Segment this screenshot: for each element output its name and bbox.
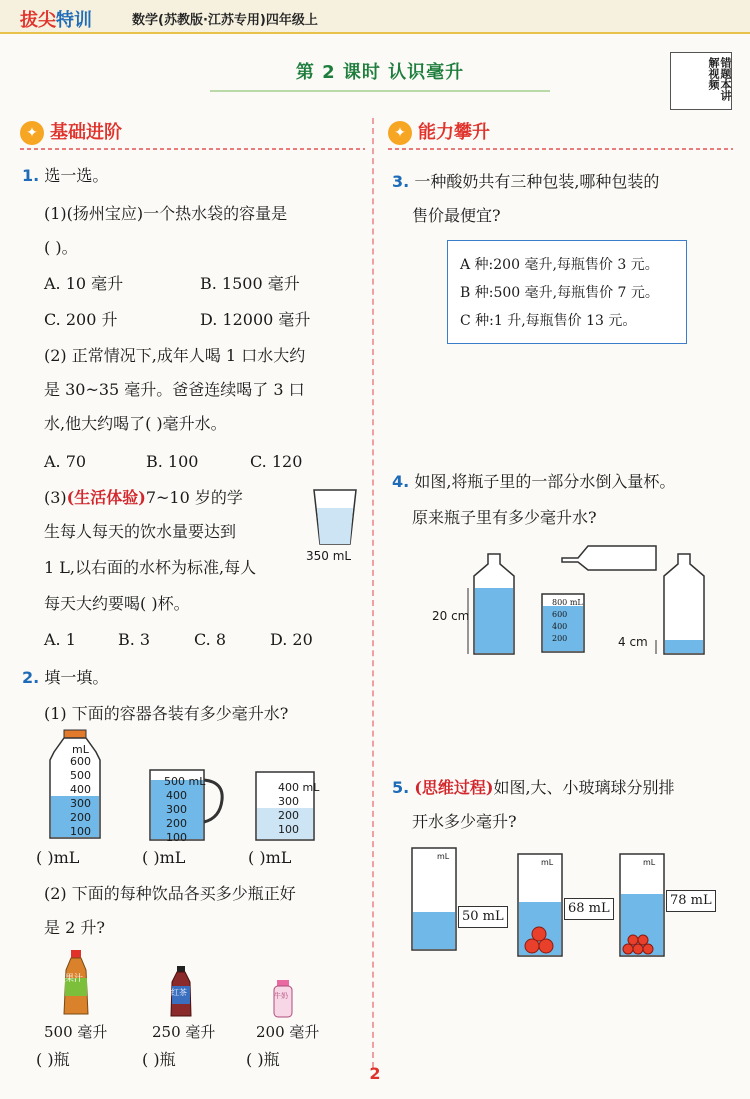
- bottle-tick: 500: [70, 769, 91, 782]
- q4-cup-tick: 600: [552, 610, 568, 619]
- tilted-bottle-icon: [560, 538, 660, 572]
- q5-number: 5.: [392, 778, 410, 797]
- q1-p1-line2: ( )。: [44, 238, 78, 257]
- column-divider: [372, 118, 374, 1068]
- q1-p3-line2: 生每人每天的饮水量要达到: [44, 522, 237, 541]
- q5-line2: 开水多少毫升?: [412, 812, 517, 831]
- qr-video-box[interactable]: 错题本讲解视频: [670, 52, 732, 110]
- q1-p3-line4: 每天大约要喝( )杯。: [44, 594, 190, 613]
- q1-p1-line1: (1)(扬州宝应)一个热水袋的容量是: [44, 204, 288, 223]
- jug-tick: 400: [166, 789, 187, 802]
- price-box: [447, 240, 687, 344]
- price-option-b: B 种:500 毫升,每瓶售价 7 元。: [460, 285, 659, 301]
- cylinder-2-label: 68 mL: [564, 898, 614, 920]
- book-title: 数学(苏教版·江苏专用)四年级上: [132, 13, 318, 28]
- q1-title: 选一选。: [44, 166, 109, 185]
- q3-line2: 售价最便宜?: [412, 206, 501, 225]
- q4-number: 4.: [392, 472, 410, 491]
- q3-number: 3.: [392, 172, 410, 191]
- page-number: 2: [369, 1064, 381, 1083]
- q1-p1-option-d: D. 12000 毫升: [200, 310, 311, 329]
- q4-cup-tick: 800 mL: [552, 598, 583, 607]
- q1-p3-option-a: A. 1: [44, 630, 76, 649]
- full-bottle-icon: [470, 552, 520, 656]
- q4-line2: 原来瓶子里有多少毫升水?: [412, 508, 597, 527]
- section-basic-rule: [20, 148, 365, 150]
- q2-number: 2.: [22, 668, 40, 687]
- bottle-tick: 100: [70, 825, 91, 838]
- jug-tick: 300: [166, 803, 187, 816]
- cylinder-2-unit: mL: [541, 858, 554, 867]
- header-bar: [0, 0, 750, 34]
- q2-blank-c[interactable]: ( )mL: [248, 848, 292, 867]
- q1-p2-option-a: A. 70: [44, 452, 87, 471]
- q1-p2-line1: (2) 正常情况下,成年人喝 1 口水大约: [44, 346, 306, 365]
- brand-logo: [20, 6, 92, 32]
- cylinder-3-unit: mL: [643, 858, 656, 867]
- jug-tick: 100: [166, 831, 187, 844]
- q3-heading: [392, 172, 659, 192]
- tea-label: 红茶: [171, 988, 187, 997]
- q1-p3-option-b: B. 3: [118, 630, 151, 649]
- q5-heading: [392, 778, 675, 798]
- jug-tick: 500 mL: [164, 775, 206, 788]
- drink3-answer[interactable]: ( )瓶: [246, 1050, 280, 1069]
- price-option-c: C 种:1 升,每瓶售价 13 元。: [460, 313, 637, 329]
- q2-heading: [22, 668, 108, 688]
- q4-heading: [392, 472, 675, 492]
- bottle-unit: mL: [72, 743, 89, 756]
- drink2-answer[interactable]: ( )瓶: [142, 1050, 176, 1069]
- q3-line1: 一种酸奶共有三种包装,哪种包装的: [414, 172, 660, 191]
- cylinder-3-label: 78 mL: [666, 890, 716, 912]
- q1-p3-line1: [44, 488, 243, 508]
- q1-p1-option-b: B. 1500 毫升: [200, 274, 300, 293]
- q2-p1-prompt: (1) 下面的容器各装有多少毫升水?: [44, 704, 289, 723]
- q5-line1-rest: 如图,大、小玻璃球分别排: [493, 778, 675, 797]
- q1-p3-line3: 1 L,以右面的水杯为标准,每人: [44, 558, 257, 577]
- remaining-bottle-icon: [660, 552, 710, 656]
- cup-volume-label: 350 mL: [306, 549, 352, 563]
- q2-blank-a[interactable]: ( )mL: [36, 848, 80, 867]
- q1-p3-option-c: C. 8: [194, 630, 227, 649]
- price-option-a: A 种:200 毫升,每瓶售价 3 元。: [460, 257, 659, 273]
- beaker-tick: 400 mL: [278, 781, 320, 794]
- q2-p2-line1: (2) 下面的每种饮品各买多少瓶正好: [44, 884, 296, 903]
- drink1-volume: 500 毫升: [44, 1023, 108, 1041]
- section-advanced-label: 能力攀升: [418, 122, 490, 143]
- bottle-tick: 600: [70, 755, 91, 768]
- q1-p1-option-c: C. 200 升: [44, 310, 118, 329]
- section-basic: [20, 118, 122, 148]
- section-basic-label: 基础进阶: [50, 122, 122, 143]
- q1-p1-option-a: A. 10 毫升: [44, 274, 124, 293]
- lesson-underline: [210, 90, 550, 92]
- beaker-tick: 300: [278, 795, 299, 808]
- section-advanced-rule: [388, 148, 733, 150]
- jug-tick: 200: [166, 817, 187, 830]
- juice-label: 果汁: [65, 974, 84, 984]
- q2-blank-b[interactable]: ( )mL: [142, 848, 186, 867]
- cylinder-1-label: 50 mL: [458, 906, 508, 928]
- bottle-tick: 200: [70, 811, 91, 824]
- q1-p3-prefix: (3): [44, 488, 67, 507]
- q1-p3-option-d: D. 20: [270, 630, 313, 649]
- drink2-volume: 250 毫升: [152, 1023, 216, 1041]
- q1-heading: [22, 166, 108, 186]
- q4-cup-tick: 200: [552, 634, 568, 643]
- q2-p2-line2: 是 2 升?: [44, 918, 105, 937]
- cylinder-3-icon: [618, 852, 666, 958]
- drink1-answer[interactable]: ( )瓶: [36, 1050, 70, 1069]
- bottle-tick: 400: [70, 783, 91, 796]
- climber-icon: ✦: [388, 121, 412, 145]
- runner-icon: ✦: [20, 121, 44, 145]
- q1-p3-line1-rest: 7~10 岁的学: [145, 488, 243, 507]
- brand-red: 拔尖: [20, 10, 56, 31]
- cylinder-1-icon: [410, 846, 458, 952]
- beaker-tick: 200: [278, 809, 299, 822]
- beaker-tick: 100: [278, 823, 299, 836]
- q4-line1: 如图,将瓶子里的一部分水倒入量杯。: [414, 472, 676, 491]
- water-height-20cm: 20 cm: [432, 609, 470, 623]
- q1-p2-line2: 是 30~35 毫升。爸爸连续喝了 3 口: [44, 380, 305, 399]
- q4-cup-tick: 400: [552, 622, 568, 631]
- drink3-volume: 200 毫升: [256, 1023, 320, 1041]
- milk-label: 牛奶: [274, 992, 288, 1000]
- q2-title: 填一填。: [44, 668, 109, 687]
- water-height-4cm: 4 cm: [618, 635, 648, 649]
- cylinder-1-unit: mL: [437, 852, 450, 861]
- section-advanced: [388, 118, 490, 148]
- q1-p2-option-c: C. 120: [250, 452, 303, 471]
- q1-number: 1.: [22, 166, 40, 185]
- water-cup-icon: [310, 488, 360, 546]
- brand-blue: 特训: [56, 10, 92, 31]
- q1-p2-option-b: B. 100: [146, 452, 199, 471]
- bottle-tick: 300: [70, 797, 91, 810]
- q1-p3-tag: (生活体验): [66, 488, 146, 507]
- lesson-title: 第 2 课时 认识毫升: [295, 62, 465, 83]
- cylinder-2-icon: [516, 852, 564, 958]
- q1-p2-line3: 水,他大约喝了( )毫升水。: [44, 414, 227, 433]
- q5-tag: (思维过程): [414, 778, 494, 797]
